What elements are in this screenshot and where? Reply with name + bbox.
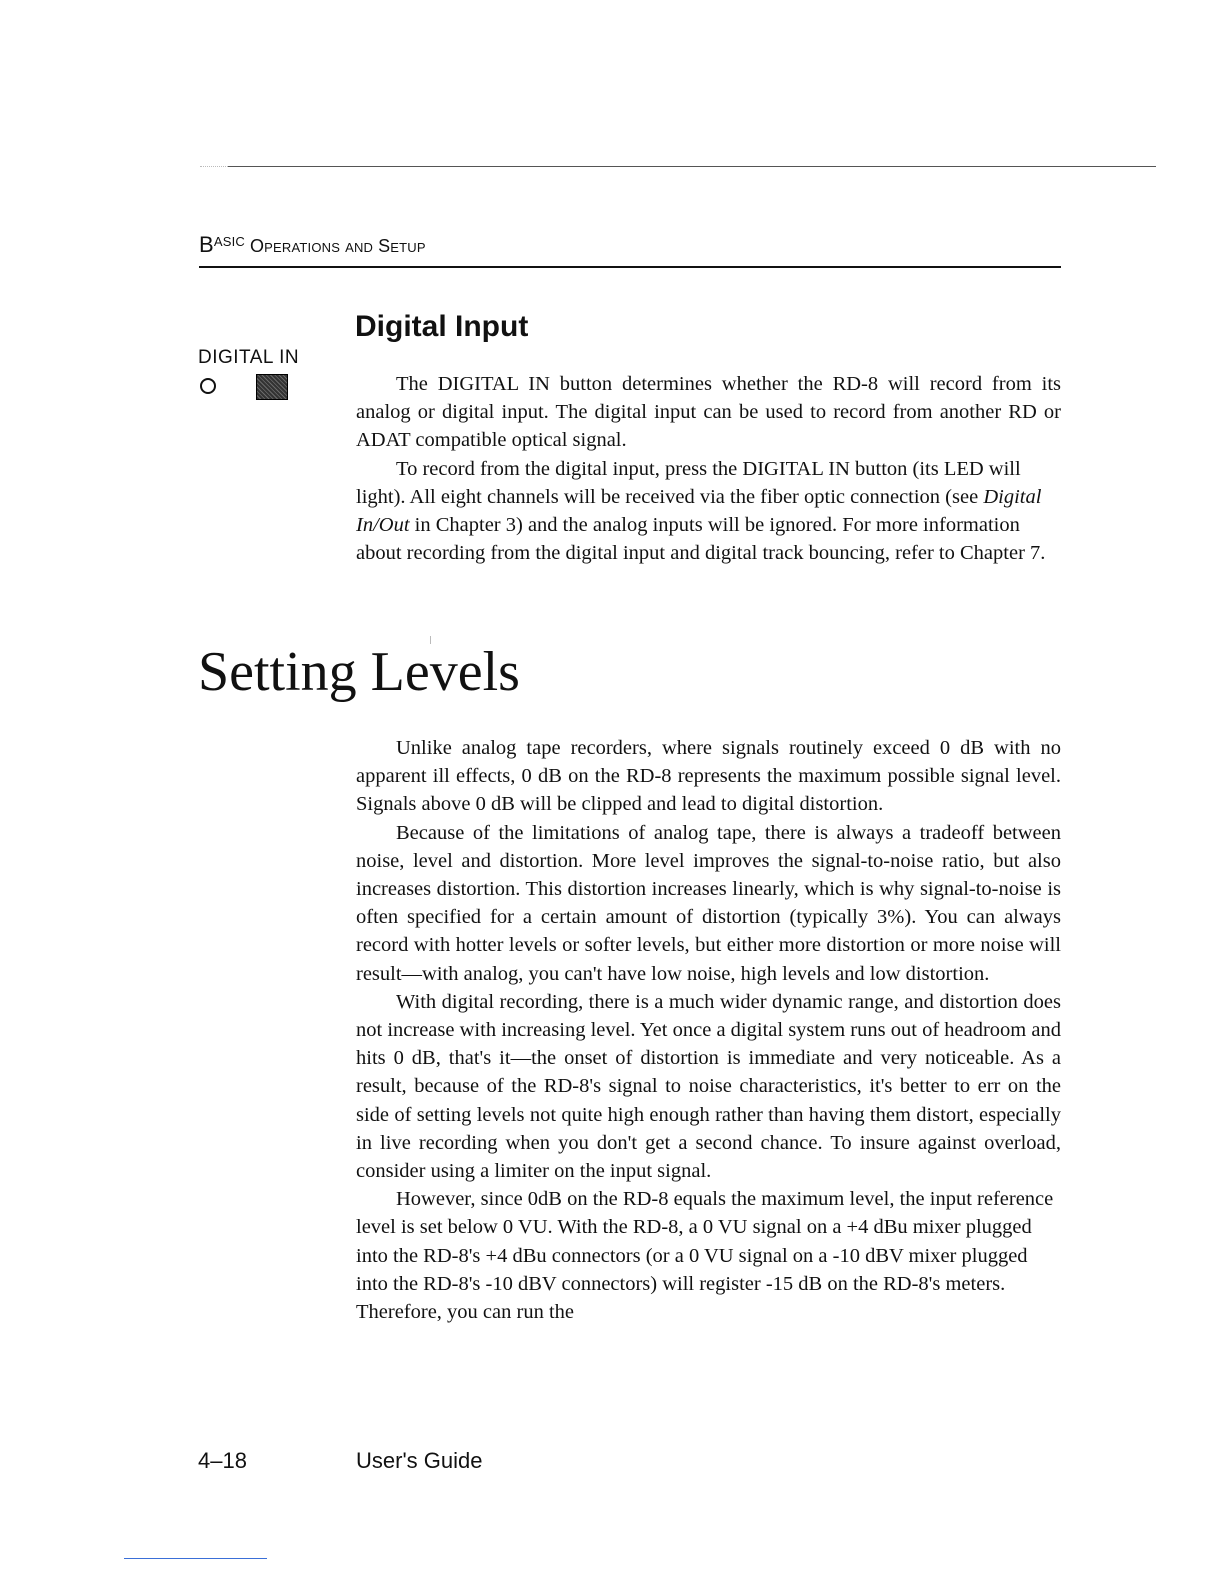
- header-initial-o: O: [249, 236, 265, 256]
- footer-guide-title: User's Guide: [356, 1448, 483, 1473]
- header-word-perations: PERATIONS: [264, 240, 341, 255]
- setting-levels-body: [356, 734, 1061, 1326]
- paragraph: However, since 0dB on the RD-8 equals the maximum level, the input reference level is set below 0 VU. With the RD-8, a 0 VU signal on a +4 dBu mixer plugged into the RD-8's +4 dBu connectors (or a 0 VU signal on a -10 dBV mixer plugged into the RD-8's -10 dBV connectors) will register -15 dB on the RD-8's meters. Therefore, you can run the: [356, 1188, 1054, 1324]
- page-title: Setting Levels: [198, 641, 520, 703]
- digital-in-button-icon: [256, 374, 288, 400]
- chapter-reference: Digital In/Out: [356, 485, 1042, 537]
- digital-in-label: DIGITAL IN: [198, 347, 300, 368]
- header-word-etup: ETUP: [390, 240, 426, 255]
- top-rule: [228, 166, 1156, 167]
- running-header: [199, 232, 426, 258]
- bottom-rule: [124, 1558, 267, 1559]
- led-indicator-icon: [200, 378, 216, 394]
- paragraph-text: To record from the digital input, press the DIGITAL IN button (its LED will light). All eight channels will be received via the fiber optic connection (see: [356, 457, 1021, 508]
- header-initial-s: S: [378, 236, 391, 256]
- paragraph: Unlike analog tape recorders, where signals routinely exceed 0 dB with no apparent ill effects, 0 dB on the RD-8 represents the maximum possible signal level. Signals above 0 dB will be clipped and lead to digital distortion.: [356, 737, 1061, 816]
- paragraph: [356, 455, 1061, 568]
- header-word-asic: ASIC: [213, 234, 246, 249]
- paragraph: With digital recording, there is a much wider dynamic range, and distortion does not increase with increasing level. Yet once a digital system runs out of headroom and hits 0 dB, that's it—the onset of distortion is immediate and very noticeable. As a result, because of the RD-8's signal to noise characteristics, it's better to err on the side of setting levels not quite high enough rather than having them distort, especially in live recording when you don't get a second chance. To insure against overload, consider using a limiter on the input signal.: [356, 990, 1061, 1183]
- header-rule: [199, 266, 1061, 268]
- section-title: Digital Input: [355, 310, 529, 343]
- header-word-and: AND: [345, 240, 374, 255]
- digital-input-body: [356, 370, 1061, 567]
- page-number: 4–18: [198, 1448, 247, 1473]
- paragraph-text: in Chapter 3) and the analog inputs will be ignored. For more information about recording from the digital input and digital track bouncing, refer to Chapter 7.: [356, 514, 1046, 565]
- paragraph: The DIGITAL IN button determines whether the RD-8 will record from its analog or digital input. The digital input can be used to record from another RD or ADAT compatible optical signal.: [356, 373, 1061, 452]
- top-rule-faint: [200, 166, 228, 167]
- paragraph: Because of the limitations of analog tape, there is always a tradeoff between noise, level and distortion. More level improves the signal-to-noise ratio, but also increases distortion. This distortion increases linearly, which is why signal-to-noise is often specified for a certain amount of distortion (typically 3%). You can always record with hotter levels or softer levels, but either more distortion or more noise will result—with analog, you can't have low noise, high levels and low distortion.: [356, 821, 1061, 985]
- header-initial-b: B: [199, 232, 214, 257]
